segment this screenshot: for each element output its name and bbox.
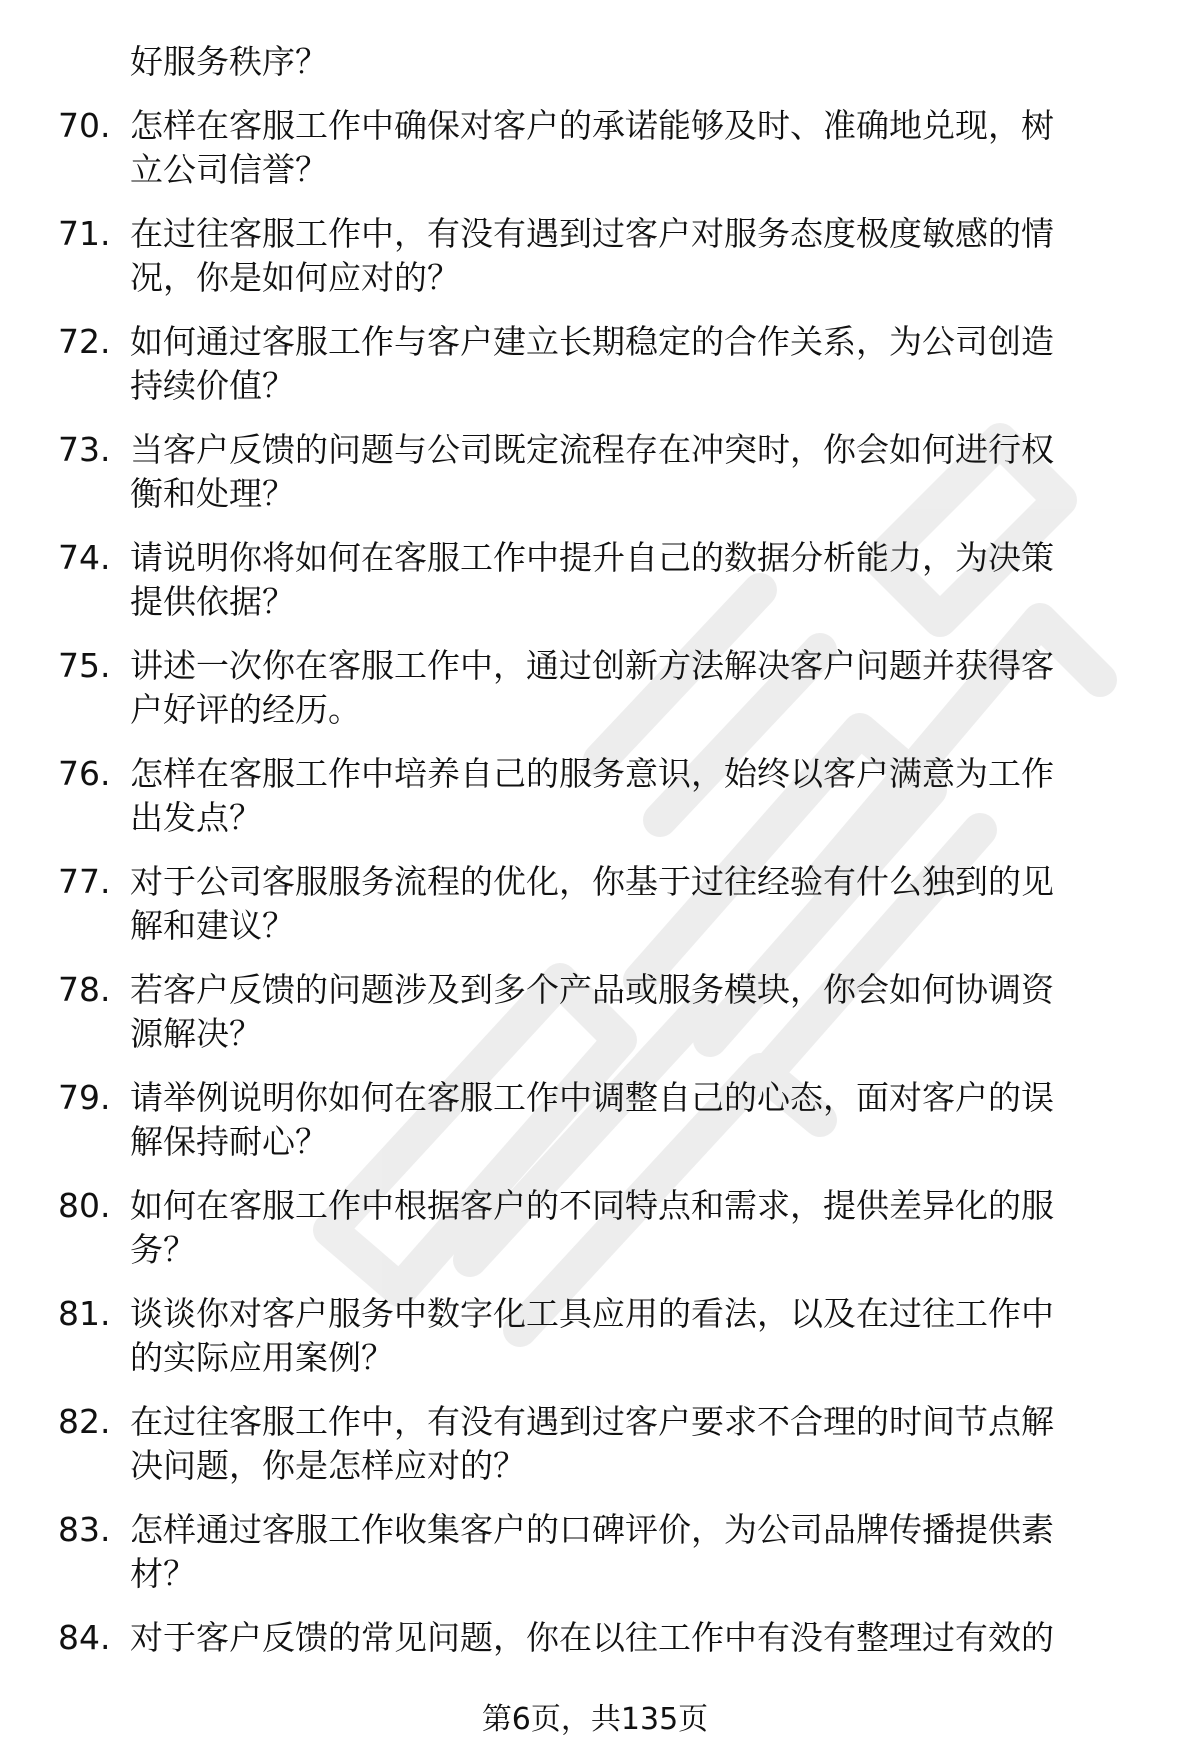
question-text-line: 请说明你将如何在客服工作中提升自己的数据分析能力，为决策 xyxy=(130,538,1054,577)
question-number: 84. xyxy=(58,1618,111,1657)
question-number: 70. xyxy=(58,106,111,145)
question-number: 76. xyxy=(58,754,111,793)
question-text-line: 如何在客服工作中根据客户的不同特点和需求，提供差异化的服 xyxy=(130,1186,1054,1225)
question-text-line: 况，你是如何应对的？ xyxy=(130,258,460,297)
question-text-line: 出发点？ xyxy=(130,798,262,837)
continuation-text: 好服务秩序？ xyxy=(130,42,328,81)
page-footer: 第6页，共135页 xyxy=(481,1702,709,1737)
question-text-line: 请举例说明你如何在客服工作中调整自己的心态，面对客户的误 xyxy=(130,1078,1054,1117)
question-text-line: 在过往客服工作中，有没有遇到过客户对服务态度极度敏感的情 xyxy=(130,214,1054,253)
question-text-line: 谈谈你对客户服务中数字化工具应用的看法，以及在过往工作中 xyxy=(130,1294,1054,1333)
question-list xyxy=(0,40,1190,1660)
question-number: 71. xyxy=(58,214,111,253)
question-number: 80. xyxy=(58,1186,111,1225)
question-text-line: 源解决？ xyxy=(130,1014,262,1053)
question-text-line: 决问题，你是怎样应对的？ xyxy=(130,1446,526,1485)
list-item-72 xyxy=(0,320,1190,408)
list-item-74 xyxy=(0,536,1190,624)
list-item-79 xyxy=(0,1076,1190,1164)
question-text-line: 户好评的经历。 xyxy=(130,690,361,729)
question-text-line: 的实际应用案例？ xyxy=(130,1338,394,1377)
list-item-71 xyxy=(0,212,1190,300)
question-number: 81. xyxy=(58,1294,111,1333)
question-text-line: 务？ xyxy=(130,1230,196,1269)
question-number: 82. xyxy=(58,1402,111,1441)
list-item-83 xyxy=(0,1508,1190,1596)
question-text-line: 材？ xyxy=(130,1554,196,1593)
question-text-line: 立公司信誉？ xyxy=(130,150,328,189)
question-text-line: 对于客户反馈的常见问题，你在以往工作中有没有整理过有效的 xyxy=(130,1618,1054,1657)
question-number: 73. xyxy=(58,430,111,469)
question-number: 75. xyxy=(58,646,111,685)
question-text-line: 解和建议？ xyxy=(130,906,295,945)
question-text-line: 当客户反馈的问题与公司既定流程存在冲突时，你会如何进行权 xyxy=(130,430,1054,469)
question-number: 78. xyxy=(58,970,111,1009)
question-text-line: 怎样在客服工作中确保对客户的承诺能够及时、准确地兑现，树 xyxy=(130,106,1054,145)
list-item-84 xyxy=(0,1616,1190,1660)
list-item-73 xyxy=(0,428,1190,516)
question-text-line: 衡和处理？ xyxy=(130,474,295,513)
question-text-line: 怎样通过客服工作收集客户的口碑评价，为公司品牌传播提供素 xyxy=(130,1510,1054,1549)
question-text-line: 怎样在客服工作中培养自己的服务意识，始终以客户满意为工作 xyxy=(130,754,1054,793)
list-item-78 xyxy=(0,968,1190,1056)
question-text-line: 若客户反馈的问题涉及到多个产品或服务模块，你会如何协调资 xyxy=(130,970,1054,1009)
list-item-80 xyxy=(0,1184,1190,1272)
list-item-81 xyxy=(0,1292,1190,1380)
list-item-70 xyxy=(0,104,1190,192)
question-text-line: 在过往客服工作中，有没有遇到过客户要求不合理的时间节点解 xyxy=(130,1402,1054,1441)
question-text-line: 如何通过客服工作与客户建立长期稳定的合作关系，为公司创造 xyxy=(130,322,1054,361)
list-item-82 xyxy=(0,1400,1190,1488)
question-text-line: 持续价值？ xyxy=(130,366,295,405)
question-number: 77. xyxy=(58,862,111,901)
question-number: 72. xyxy=(58,322,111,361)
question-number: 83. xyxy=(58,1510,111,1549)
question-text-line: 提供依据？ xyxy=(130,582,295,621)
question-text-line: 讲述一次你在客服工作中，通过创新方法解决客户问题并获得客 xyxy=(130,646,1054,685)
question-number: 74. xyxy=(58,538,111,577)
list-item-76 xyxy=(0,752,1190,840)
list-item-75 xyxy=(0,644,1190,732)
question-text-line: 解保持耐心？ xyxy=(130,1122,328,1161)
list-item-77 xyxy=(0,860,1190,948)
question-number: 79. xyxy=(58,1078,111,1117)
question-text-line: 对于公司客服服务流程的优化，你基于过往经验有什么独到的见 xyxy=(130,862,1054,901)
